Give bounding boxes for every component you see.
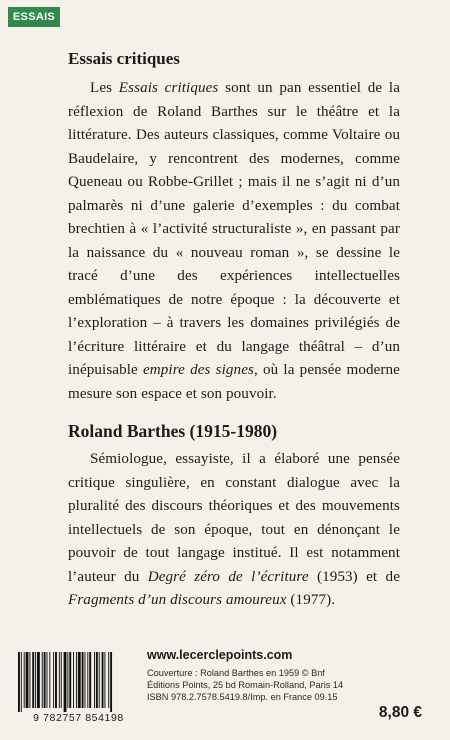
barcode-bar	[29, 652, 30, 708]
barcode-bar	[96, 652, 98, 708]
bio-text-3: (1977).	[286, 592, 336, 608]
barcode-bar	[78, 652, 81, 708]
website-link[interactable]: www.lecerclepoints.com	[147, 648, 293, 662]
credit-cover: Couverture : Roland Barthes en 1959 © Bnf	[147, 668, 325, 678]
barcode-bar	[73, 652, 74, 708]
bio-title-2: Fragments d’un discours amoureux	[68, 592, 287, 608]
barcode-bar	[104, 652, 105, 708]
barcode-bar	[42, 652, 43, 708]
desc-text-1: Les	[90, 80, 119, 96]
cover-footer	[0, 640, 450, 740]
barcode-bar	[67, 652, 68, 708]
barcode-bar	[99, 652, 100, 708]
barcode-bar	[69, 652, 71, 708]
barcode-bar	[26, 652, 29, 708]
barcode-bar	[64, 652, 67, 712]
series-tag: ESSAIS	[8, 7, 60, 27]
desc-text-2: sont un pan essentiel de la réflexion de Roland Barthes sur le théâtre et la littérature. Des auteurs classiques, comme Voltaire ou Baudelaire, y rencontrent des modernes, comme Queneau ou Robbe-Grillet ; mais il ne s’agit ni d’un palmarès ni d’une galerie d’exemples : du combat brechtien à « l’activité structuraliste », en passant par la naissance du « nouveau roman », se dessine le tracé d’une des expériences intellectuelles emblématiques de notre époque : la découverte et l’exploration – à travers les domaines privilégiés de l’écriture littéraire et du langage théâtral – d’un inépuisable	[68, 80, 400, 378]
barcode-graphic	[16, 652, 141, 712]
barcode-bar	[44, 652, 46, 708]
book-description	[68, 77, 400, 406]
bio-text-1: Sémiologue, essayiste, il a élaboré une pensée critique singulière, en constant dialogue avec la pluralité des discours théoriques et des mouvements intellectuels de son époque, tout en dénonçant le pouvoir de tout langage institué. Il est notamment l’auteur du	[68, 451, 400, 585]
barcode-digits: 9 782757 854198	[33, 712, 124, 724]
desc-text-3: , où la pensée moderne mesure son espace et son pouvoir.	[68, 362, 400, 402]
barcode	[16, 652, 141, 716]
barcode-bar	[102, 652, 104, 708]
barcode-bar	[18, 652, 20, 712]
barcode-bar	[61, 652, 62, 708]
barcode-bar	[108, 652, 109, 708]
barcode-bar	[35, 652, 36, 708]
desc-title-2: empire des signes	[142, 362, 254, 378]
barcode-bar	[37, 652, 40, 708]
barcode-bar	[53, 652, 54, 708]
desc-title-1: Essais critiques	[118, 80, 219, 96]
barcode-bar	[49, 652, 50, 708]
credit-publisher: Éditions Points, 25 bd Romain-Rolland, Paris 14	[147, 680, 344, 690]
barcode-bar	[87, 652, 88, 708]
bio-text-2: (1953) et de	[308, 568, 400, 585]
price: 8,80 €	[378, 704, 422, 721]
barcode-bar	[82, 652, 84, 708]
barcode-bar	[89, 652, 91, 708]
barcode-bar	[55, 652, 57, 708]
barcode-bar	[85, 652, 86, 708]
author-bio	[68, 448, 400, 613]
credits-block	[147, 667, 397, 703]
barcode-bar	[110, 652, 112, 712]
barcode-bar	[32, 652, 34, 708]
credit-isbn: ISBN 978.2.7578.5419.8/Imp. en France 09.15	[147, 692, 338, 702]
bio-title-1: Degré zéro de l’écriture	[147, 568, 309, 585]
section-heading-author: Roland Barthes (1915-1980)	[68, 421, 278, 441]
barcode-bar	[94, 652, 95, 708]
back-cover-text	[68, 48, 400, 613]
barcode-bar	[47, 652, 48, 708]
barcode-bar	[24, 652, 25, 708]
barcode-bar	[59, 652, 60, 708]
barcode-bar	[76, 652, 77, 708]
barcode-bar	[21, 652, 22, 712]
section-heading-essais-critiques: Essais critiques	[68, 49, 180, 68]
